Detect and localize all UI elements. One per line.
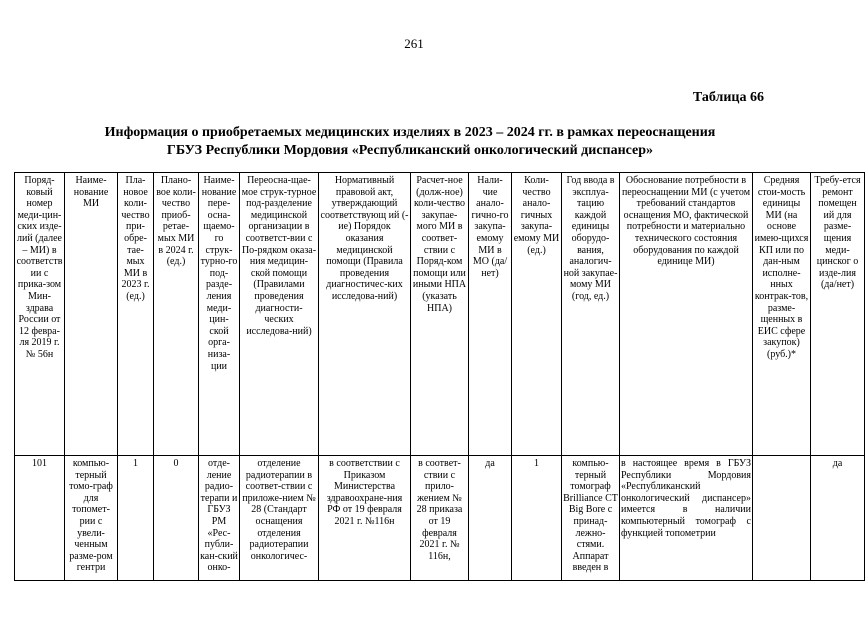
row-cell: 1 bbox=[118, 456, 154, 581]
header-cell: Нали-чие анало-гично-го закупа-емому МИ в МО (да/ нет) bbox=[469, 173, 512, 456]
header-cell: Наиме-нование пере-осна-щаемо-го струк-турно-го под-разде-ления меди-цин-ской орга-низа-ции bbox=[199, 173, 240, 456]
row-cell: в соответствии с Приказом Министерства здравоохране-ния РФ от 19 февраля 2021 г. №116н bbox=[319, 456, 411, 581]
row-cell bbox=[753, 456, 811, 581]
row-cell: 1 bbox=[512, 456, 562, 581]
document-title bbox=[60, 124, 760, 160]
row-cell: да bbox=[811, 456, 865, 581]
row-cell: да bbox=[469, 456, 512, 581]
header-cell: Поряд-ковый номер меди-цин-ских изде-лий (далее – МИ) в соотвeтств ии с прика-зом Мин-здрава России от 12 февра-ля 2019 г. № 56н bbox=[15, 173, 65, 456]
header-cell: Наиме-нование МИ bbox=[65, 173, 118, 456]
header-cell: Расчет-ное (долж-ное) коли-чество закупае-мого МИ в соответ-ствии с Поряд-ком помощи или иными НПА (указать НПА) bbox=[411, 173, 469, 456]
header-cell: Год ввода в эксплуа-тацию каждой единицы оборудо-вания, аналогич-ной закупае-мому МИ (год, ед.) bbox=[562, 173, 620, 456]
title-line-2: ГБУЗ Республики Мордовия «Республиканский онкологический диспансер» bbox=[166, 143, 654, 158]
header-cell: Обоснование потребности в переоснащении МИ (с учетом требований стандартов оснащения МО, фактической потребности и материально технического состояния оборудования по каждой единице МИ) bbox=[620, 173, 753, 456]
row-cell: отде-ление радио-терапи и ГБУЗ РМ «Рес-публи-кан-ский онко- bbox=[199, 456, 240, 581]
header-row bbox=[15, 173, 865, 456]
row-cell: 0 bbox=[154, 456, 199, 581]
table-row bbox=[15, 456, 865, 581]
equipment-table bbox=[14, 172, 861, 584]
row-cell: компью-терный томограф Brilliance CT Big Bore с принад-лежно-стями. Аппарат введен в bbox=[562, 456, 620, 581]
row-cell: в настоящее время в ГБУЗ Республики Мордовия «Республиканский онкологический диспансер» имеется в наличии компьютерный томограф с функцией топометрии bbox=[620, 456, 753, 581]
page-number: 261 bbox=[404, 36, 424, 51]
header-cell: Средняя стои-мость единицы МИ (на основе имею-щихся КП или по дан-ным исполне-нных контрак-тов, разме-щенных в ЕИС сфере закупок) (руб.)* bbox=[753, 173, 811, 456]
row-cell: компью-терный томо-граф для топомет-рии с увели-ченным разме-ром гентри bbox=[65, 456, 118, 581]
table-label: Таблица 66 bbox=[692, 90, 764, 105]
row-cell: отделение радиотерапии в соответ-ствии с приложе-нием № 28 (Стандарт оснащения отделения радиотерапии онкологичес- bbox=[240, 456, 319, 581]
header-cell: Нормативный правовой акт, утверждающий соответствующ ий (-ие) Порядок оказания медицинской помощи (Правила проведения диагностичес-ких исследова-ний) bbox=[319, 173, 411, 456]
row-cell: 101 bbox=[15, 456, 65, 581]
row-cell: в соответ-ствии с прило-жением № 28 приказа от 19 февраля 2021 г. № 116н, bbox=[411, 456, 469, 581]
header-cell: Переосна-щае-мое струк-турное под-разделение медицинской организации в соответст-вии с По-рядком оказа-ния медицин-ской помощи (Правилами проведения диагности-ческих исследова-ний) bbox=[240, 173, 319, 456]
header-cell: Пла-новое коли-чество при-обре-тае-мых МИ в 2023 г. (ед.) bbox=[118, 173, 154, 456]
header-cell: Требу-ется ремонт помещен ий для разме-щения меди-цинског о изде-лия (да/нет) bbox=[811, 173, 865, 456]
title-line-1: Информация о приобретаемых медицинских изделиях в 2023 – 2024 гг. в рамках переоснащения bbox=[104, 125, 716, 140]
header-cell: Коли-чество анало-гичных закупа-емому МИ (ед.) bbox=[512, 173, 562, 456]
header-cell: Плано-вое коли-чество приоб-ретае-мых МИ в 2024 г. (ед.) bbox=[154, 173, 199, 456]
